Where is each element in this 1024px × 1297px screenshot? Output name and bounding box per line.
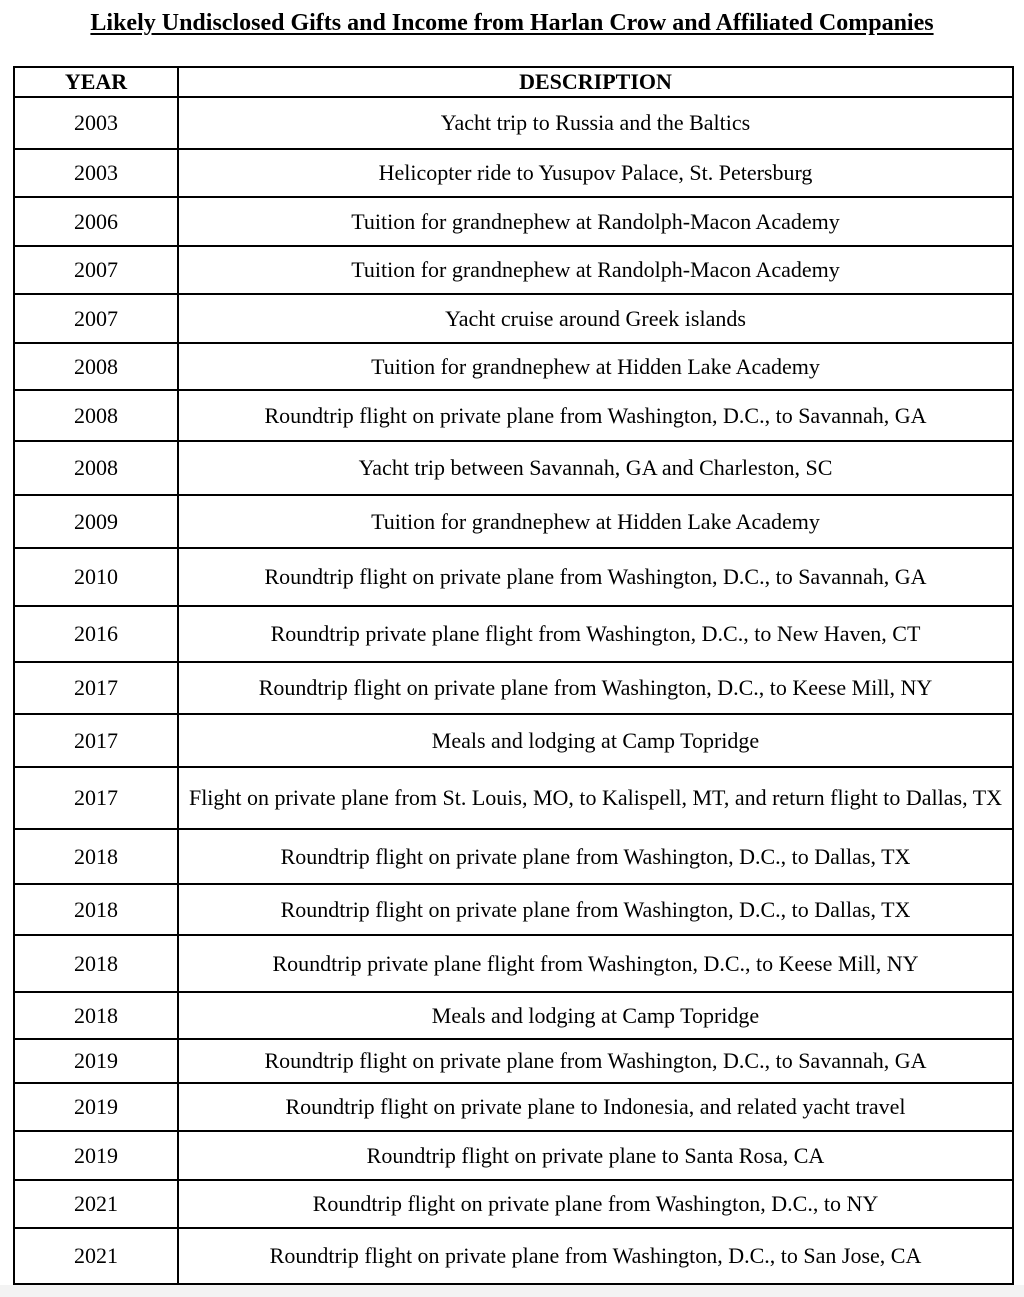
description-cell: Tuition for grandnephew at Hidden Lake Academy	[178, 495, 1013, 548]
description-cell: Roundtrip flight on private plane from Washington, D.C., to Dallas, TX	[178, 884, 1013, 935]
description-cell: Roundtrip flight on private plane from Washington, D.C., to Dallas, TX	[178, 829, 1013, 884]
table-row	[14, 441, 1013, 495]
description-cell: Roundtrip flight on private plane to Santa Rosa, CA	[178, 1131, 1013, 1180]
table-row	[14, 495, 1013, 548]
description-column-header: DESCRIPTION	[178, 67, 1013, 97]
table-header-row	[14, 67, 1013, 97]
table-row	[14, 1039, 1013, 1083]
gifts-table	[13, 66, 1014, 1285]
description-cell: Roundtrip flight on private plane from Washington, D.C., to NY	[178, 1180, 1013, 1228]
description-cell: Roundtrip flight on private plane to Indonesia, and related yacht travel	[178, 1083, 1013, 1131]
description-cell: Tuition for grandnephew at Randolph-Macon Academy	[178, 197, 1013, 246]
year-cell: 2006	[14, 197, 178, 246]
table-row	[14, 343, 1013, 390]
year-cell: 2018	[14, 992, 178, 1039]
table-row	[14, 935, 1013, 992]
table-row	[14, 294, 1013, 343]
description-cell: Roundtrip private plane flight from Washington, D.C., to Keese Mill, NY	[178, 935, 1013, 992]
year-cell: 2019	[14, 1083, 178, 1131]
table-row	[14, 548, 1013, 606]
page-title: Likely Undisclosed Gifts and Income from Harlan Crow and Affiliated Companies	[90, 10, 934, 36]
table-row	[14, 1228, 1013, 1284]
table-row	[14, 662, 1013, 714]
year-cell: 2018	[14, 884, 178, 935]
year-cell: 2009	[14, 495, 178, 548]
year-cell: 2010	[14, 548, 178, 606]
year-cell: 2018	[14, 829, 178, 884]
table-row	[14, 606, 1013, 662]
description-cell: Yacht cruise around Greek islands	[178, 294, 1013, 343]
table-row	[14, 197, 1013, 246]
table-row	[14, 829, 1013, 884]
year-cell: 2007	[14, 246, 178, 294]
table-row	[14, 767, 1013, 829]
year-column-header: YEAR	[14, 67, 178, 97]
year-cell: 2017	[14, 767, 178, 829]
table-row	[14, 1180, 1013, 1228]
description-cell: Yacht trip to Russia and the Baltics	[178, 97, 1013, 149]
table-row	[14, 246, 1013, 294]
page-bottom-edge	[0, 1285, 1024, 1297]
year-cell: 2017	[14, 662, 178, 714]
year-cell: 2008	[14, 441, 178, 495]
table-row	[14, 390, 1013, 441]
year-cell: 2021	[14, 1180, 178, 1228]
year-cell: 2016	[14, 606, 178, 662]
year-cell: 2003	[14, 149, 178, 197]
year-cell: 2021	[14, 1228, 178, 1284]
table-row	[14, 992, 1013, 1039]
table-row	[14, 149, 1013, 197]
table-row	[14, 1083, 1013, 1131]
description-cell: Meals and lodging at Camp Topridge	[178, 992, 1013, 1039]
description-cell: Roundtrip flight on private plane from Washington, D.C., to Savannah, GA	[178, 390, 1013, 441]
year-cell: 2019	[14, 1131, 178, 1180]
description-cell: Roundtrip private plane flight from Washington, D.C., to New Haven, CT	[178, 606, 1013, 662]
description-cell: Yacht trip between Savannah, GA and Charleston, SC	[178, 441, 1013, 495]
table-row	[14, 97, 1013, 149]
table-row	[14, 714, 1013, 767]
description-cell: Roundtrip flight on private plane from Washington, D.C., to Savannah, GA	[178, 1039, 1013, 1083]
year-cell: 2008	[14, 343, 178, 390]
table-row	[14, 1131, 1013, 1180]
year-cell: 2003	[14, 97, 178, 149]
table-row	[14, 884, 1013, 935]
description-cell: Tuition for grandnephew at Hidden Lake Academy	[178, 343, 1013, 390]
description-cell: Roundtrip flight on private plane from Washington, D.C., to Keese Mill, NY	[178, 662, 1013, 714]
description-cell: Tuition for grandnephew at Randolph-Macon Academy	[178, 246, 1013, 294]
year-cell: 2018	[14, 935, 178, 992]
year-cell: 2008	[14, 390, 178, 441]
description-cell: Helicopter ride to Yusupov Palace, St. Petersburg	[178, 149, 1013, 197]
description-cell: Roundtrip flight on private plane from Washington, D.C., to Savannah, GA	[178, 548, 1013, 606]
description-cell: Flight on private plane from St. Louis, MO, to Kalispell, MT, and return flight to Dallas, TX	[178, 767, 1013, 829]
year-cell: 2007	[14, 294, 178, 343]
description-cell: Roundtrip flight on private plane from Washington, D.C., to San Jose, CA	[178, 1228, 1013, 1284]
year-cell: 2017	[14, 714, 178, 767]
year-cell: 2019	[14, 1039, 178, 1083]
description-cell: Meals and lodging at Camp Topridge	[178, 714, 1013, 767]
